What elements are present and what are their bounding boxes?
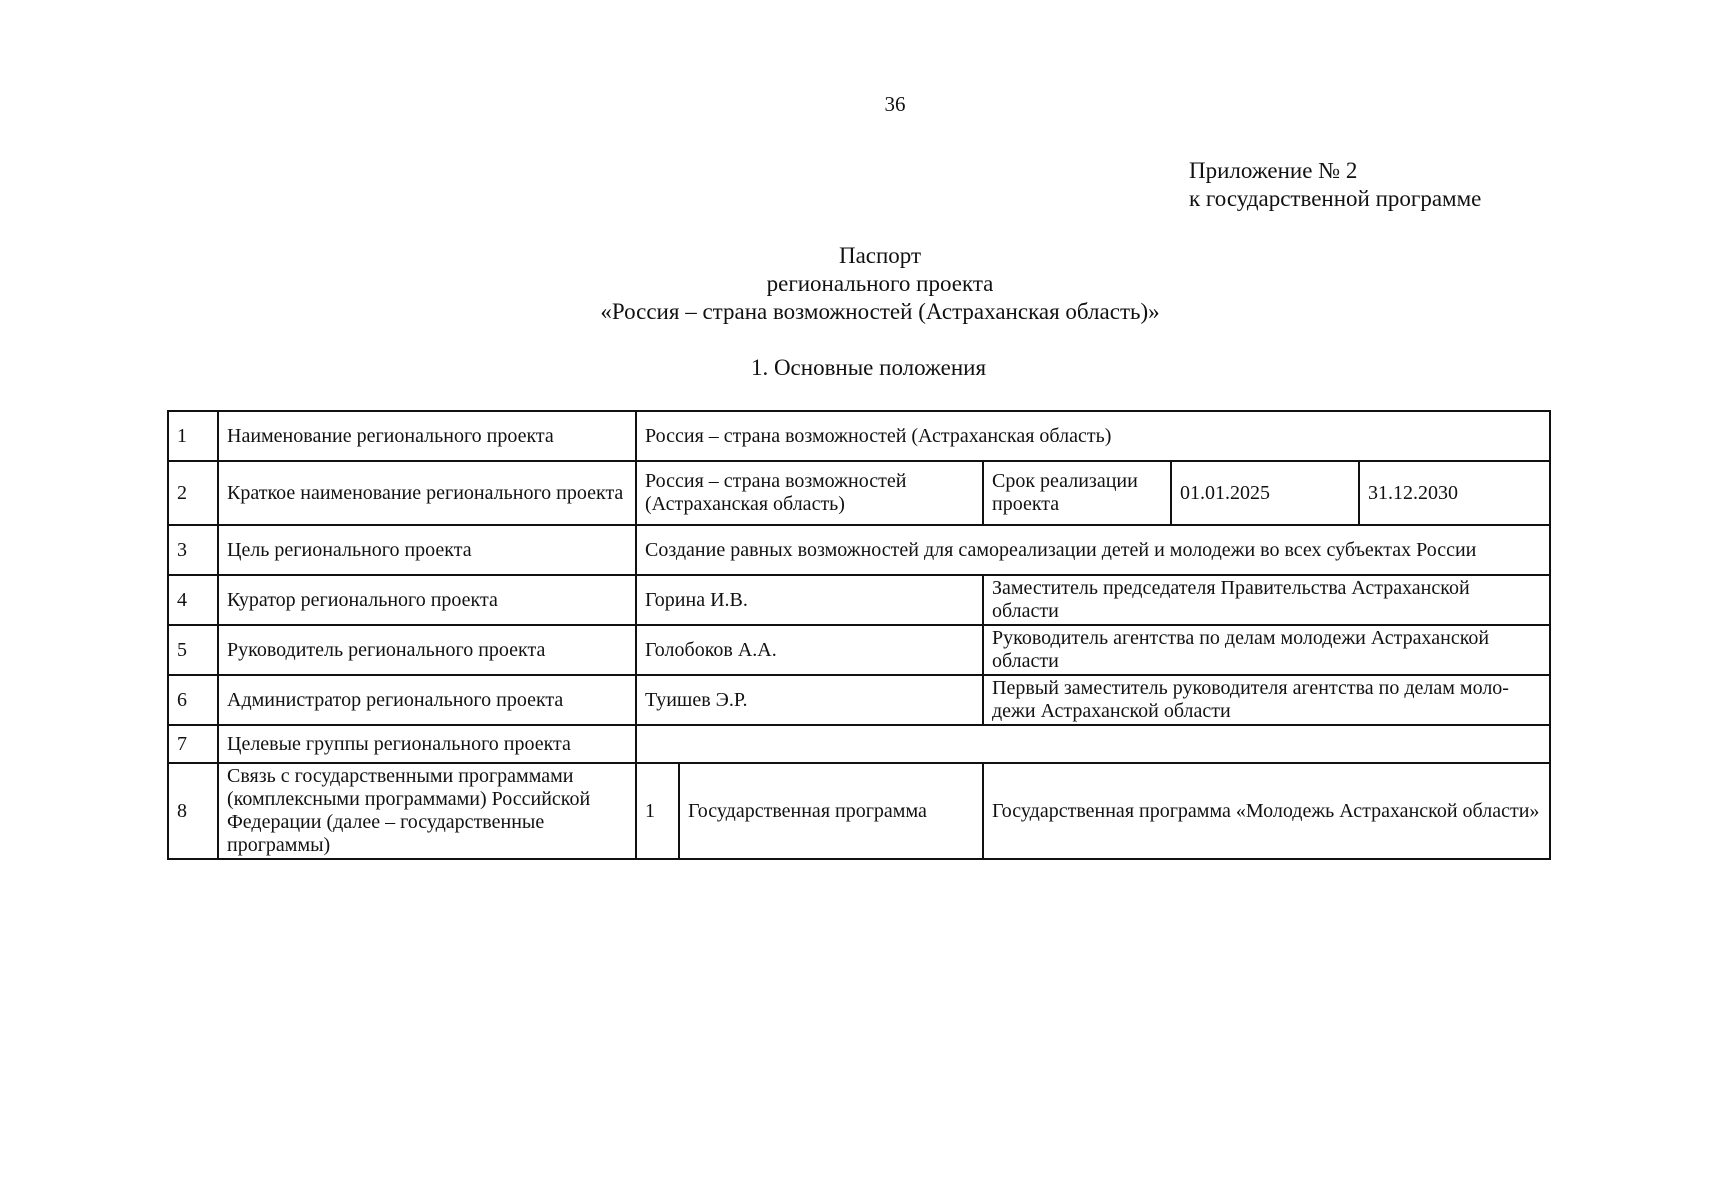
document-title [0, 242, 1717, 326]
row-number: 5 [168, 625, 218, 675]
term-label: Срок реализации проекта [983, 461, 1171, 525]
appendix-line-1: Приложение № 2 [1189, 158, 1358, 183]
row-label: Цель регионального проекта [218, 525, 636, 575]
table-row [168, 763, 1550, 859]
row-value: Россия – страна возможностей (Астраханская область) [636, 411, 1550, 461]
row-value: Создание равных возможностей для самореализации детей и молодежи во всех субъектах России [636, 525, 1550, 575]
person-name: Туишев Э.Р. [636, 675, 983, 725]
table-row [168, 575, 1550, 625]
title-line-2: регионального проекта [766, 271, 994, 296]
person-position: Первый заместитель руководителя агентства по делам моло-дежи Астраханской области [983, 675, 1550, 725]
page-number: 36 [884, 92, 906, 116]
row-number: 8 [168, 763, 218, 859]
table-row [168, 725, 1550, 763]
table-row [168, 525, 1550, 575]
appendix-line-2: к государственной программе [1189, 186, 1482, 211]
title-line-1: Паспорт [838, 243, 922, 268]
person-position: Заместитель председателя Правительства Астраханской области [983, 575, 1550, 625]
sub-number: 1 [636, 763, 679, 859]
row-label: Наименование регионального проекта [218, 411, 636, 461]
row-label: Руководитель регионального проекта [218, 625, 636, 675]
row-label: Администратор регионального проекта [218, 675, 636, 725]
row-number: 4 [168, 575, 218, 625]
end-date: 31.12.2030 [1359, 461, 1550, 525]
row-number: 3 [168, 525, 218, 575]
table-row [168, 461, 1550, 525]
person-position: Руководитель агентства по делам молодежи Астраханской области [983, 625, 1550, 675]
table-row [168, 411, 1550, 461]
start-date: 01.01.2025 [1171, 461, 1359, 525]
row-label: Целевые группы регионального проекта [218, 725, 636, 763]
row-label: Краткое наименование регионального проекта [218, 461, 636, 525]
appendix-note [1189, 157, 1481, 213]
title-line-3: «Россия – страна возможностей (Астраханская область)» [600, 299, 1160, 324]
row-number: 1 [168, 411, 218, 461]
row-label: Куратор регионального проекта [218, 575, 636, 625]
program-type: Государственная программа [679, 763, 983, 859]
row-value: Россия – страна возможностей (Астраханская область) [636, 461, 983, 525]
passport-table [167, 410, 1551, 860]
table-row [168, 675, 1550, 725]
row-number: 7 [168, 725, 218, 763]
row-number: 2 [168, 461, 218, 525]
row-value [636, 725, 1550, 763]
row-number: 6 [168, 675, 218, 725]
person-name: Горина И.В. [636, 575, 983, 625]
row-label: Связь с государственными программами (комплексными программами) Российской Федерации (далее – государственные программы) [218, 763, 636, 859]
person-name: Голобоков А.А. [636, 625, 983, 675]
program-name: Государственная программа «Молодежь Астраханской области» [983, 763, 1550, 859]
section-heading: 1. Основные положения [750, 355, 987, 380]
table-row [168, 625, 1550, 675]
